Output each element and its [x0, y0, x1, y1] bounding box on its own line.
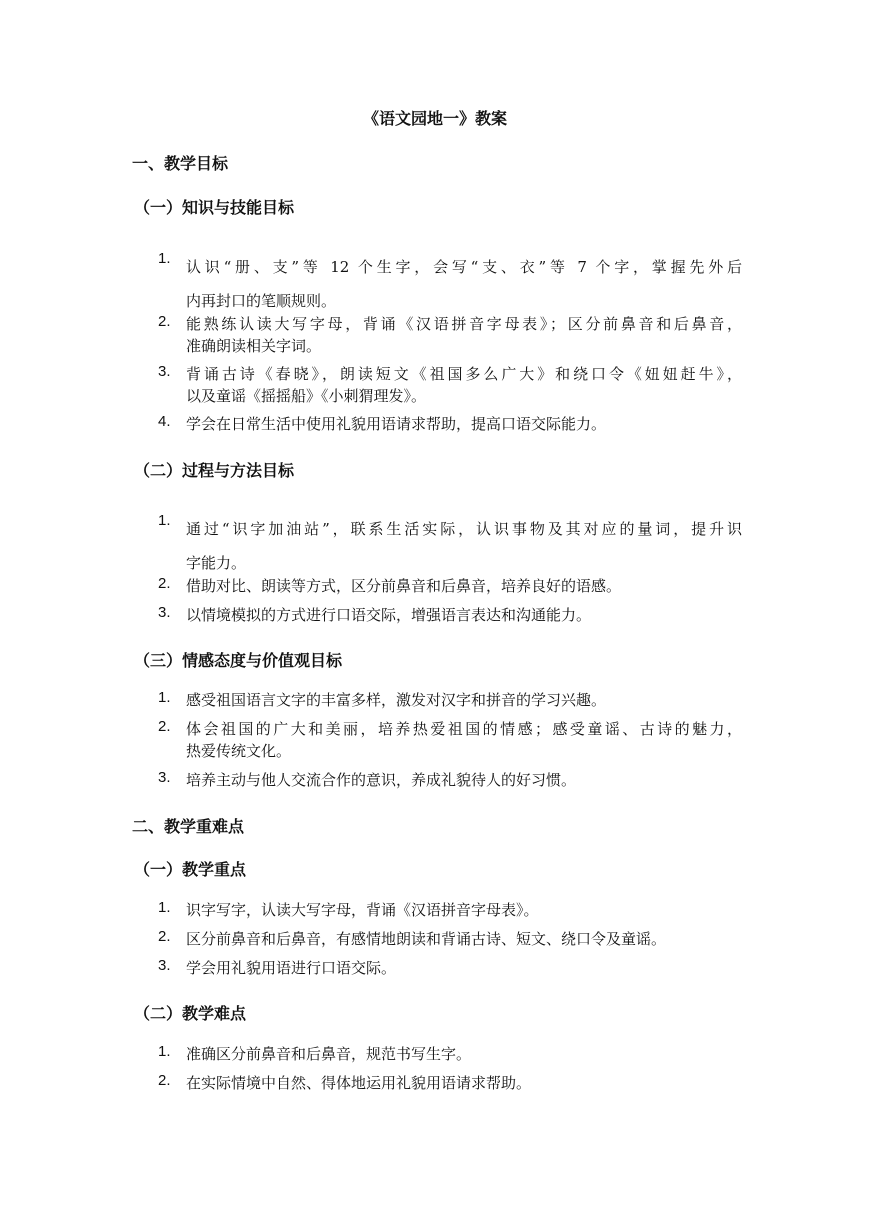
subsection-heading: （二）过程与方法目标: [134, 461, 295, 480]
list-item-text: 感受祖国语言文字的丰富多样，激发对汉字和拼音的学习兴趣。: [186, 691, 607, 709]
list-item: [158, 604, 742, 626]
list-item: [158, 769, 742, 791]
subsection-heading: （一）教学重点: [134, 860, 247, 879]
list-item-text-cont: 以及童谣《摇摇船》《小刺猬理发》。: [186, 387, 427, 405]
list-number: 2.: [158, 928, 171, 945]
list-item-text: 以情境模拟的方式进行口语交际，增强语言表达和沟通能力。: [186, 606, 592, 624]
list-item: [158, 1072, 742, 1094]
list-number: 3.: [158, 957, 171, 974]
list-item: [158, 957, 742, 979]
list-number: 3.: [158, 604, 171, 621]
list-item-text: 认识“册、支”等 12 个生字，会写“支、衣”等 7 个字，掌握先外后: [186, 258, 742, 276]
list-item-text: 在实际情境中自然、得体地运用礼貌用语请求帮助。: [186, 1074, 532, 1092]
section-heading: 二、教学重难点: [132, 817, 245, 836]
list-item: [158, 413, 742, 435]
document-title: 《语文园地一》教案: [362, 109, 507, 128]
list-number: 4.: [158, 413, 171, 430]
list-item-text: 学会用礼貌用语进行口语交际。: [186, 959, 397, 977]
list-number: 1.: [158, 689, 171, 706]
list-item-text: 背诵古诗《春晓》，朗读短文《祖国多么广大》和绕口令《妞妞赶牛》，: [186, 365, 742, 383]
section-heading: 一、教学目标: [132, 154, 229, 173]
list-item-text: 借助对比、朗读等方式，区分前鼻音和后鼻音，培养良好的语感。: [186, 577, 622, 595]
list-item-text: 体会祖国的广大和美丽，培养热爱祖国的情感；感受童谣、古诗的魅力，: [186, 720, 742, 738]
list-item-text: 培养主动与他人交流合作的意识，养成礼貌待人的好习惯。: [186, 771, 577, 789]
list-item: [158, 575, 742, 597]
list-number: 3.: [158, 363, 171, 380]
list-item-text: 能熟练认读大写字母，背诵《汉语拼音字母表》；区分前鼻音和后鼻音，: [186, 315, 742, 333]
list-item-text-cont: 热爱传统文化。: [186, 742, 292, 760]
list-item: [158, 512, 742, 580]
list-item: [158, 689, 742, 711]
list-number: 2.: [158, 718, 171, 735]
list-number: 2.: [158, 575, 171, 592]
list-item: [158, 718, 742, 762]
list-item-text: 学会在日常生活中使用礼貌用语请求帮助，提高口语交际能力。: [186, 415, 607, 433]
list-item-text-cont: 字能力。: [186, 554, 247, 572]
list-item: [158, 928, 742, 950]
list-item-text: 通过“识字加油站”，联系生活实际，认识事物及其对应的量词，提升识: [186, 520, 742, 538]
subsection-heading: （二）教学难点: [134, 1004, 247, 1023]
list-item: [158, 899, 742, 921]
list-item-text: 区分前鼻音和后鼻音，有感情地朗读和背诵古诗、短文、绕口令及童谣。: [186, 930, 667, 948]
list-item-text-cont: 准确朗读相关字词。: [186, 337, 322, 355]
list-number: 2.: [158, 1072, 171, 1089]
list-item: [158, 313, 742, 357]
list-number: 3.: [158, 769, 171, 786]
list-number: 1.: [158, 899, 171, 916]
list-number: 1.: [158, 1043, 171, 1060]
list-item: [158, 1043, 742, 1065]
list-number: 2.: [158, 313, 171, 330]
list-item-text: 准确区分前鼻音和后鼻音，规范书写生字。: [186, 1045, 472, 1063]
list-item-text-cont: 内再封口的笔顺规则。: [186, 292, 337, 310]
subsection-heading: （一）知识与技能目标: [134, 198, 295, 217]
list-number: 1.: [158, 512, 171, 529]
list-number: 1.: [158, 250, 171, 267]
list-item: [158, 250, 742, 318]
list-item: [158, 363, 742, 407]
subsection-heading: （三）情感态度与价值观目标: [134, 651, 343, 670]
list-item-text: 识字写字，认读大写字母，背诵《汉语拼音字母表》。: [186, 901, 539, 919]
